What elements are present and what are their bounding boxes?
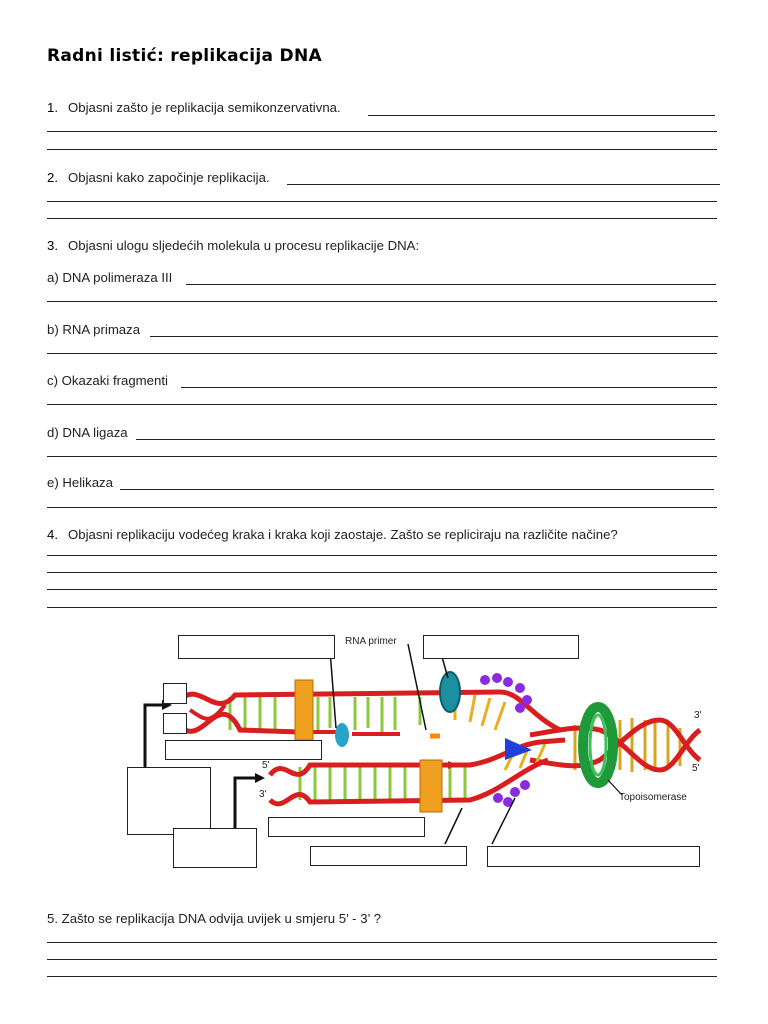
answer-line[interactable] bbox=[47, 959, 717, 960]
answer-line[interactable] bbox=[47, 607, 717, 608]
question-3b: b) RNA primaza bbox=[47, 322, 141, 337]
answer-box[interactable] bbox=[127, 767, 211, 835]
question-3d: d) DNA ligaza bbox=[47, 425, 128, 440]
answer-box[interactable] bbox=[423, 635, 579, 659]
question-3c: c) Okazaki fragmenti bbox=[47, 373, 168, 388]
question-3a: a) DNA polimeraza III bbox=[47, 270, 173, 285]
answer-line[interactable] bbox=[47, 353, 717, 354]
answer-line[interactable] bbox=[120, 489, 714, 490]
topoisomerase bbox=[583, 707, 613, 783]
question-4: 4. Objasni replikaciju vodećeg kraka i kraka koji zaostaje. Zašto se repliciraju na različite načine? bbox=[47, 527, 618, 542]
question-5: 5. Zašto se replikacija DNA odvija uvijek u smjeru 5’ - 3’ ? bbox=[47, 911, 381, 926]
end-label-3-prime-left: 3' bbox=[259, 789, 267, 800]
dna-polymerase-block bbox=[420, 760, 442, 812]
answer-box[interactable] bbox=[487, 846, 700, 867]
question-2: 2. Objasni kako započinje replikacija. bbox=[47, 170, 270, 185]
answer-line[interactable] bbox=[47, 149, 717, 150]
answer-line[interactable] bbox=[47, 555, 717, 556]
page-title: Radni listić: replikacija DNA bbox=[47, 46, 322, 66]
answer-box[interactable] bbox=[163, 683, 187, 704]
ligase bbox=[335, 723, 349, 747]
answer-line[interactable] bbox=[47, 456, 717, 457]
question-3: 3. Objasni ulogu sljedećih molekula u procesu replikacije DNA: bbox=[47, 238, 420, 253]
question-3e: e) Helikaza bbox=[47, 475, 113, 490]
answer-line[interactable] bbox=[47, 589, 717, 590]
answer-line[interactable] bbox=[287, 184, 720, 185]
answer-line[interactable] bbox=[47, 301, 717, 302]
answer-line[interactable] bbox=[47, 976, 717, 977]
answer-line[interactable] bbox=[47, 507, 717, 508]
topoisomerase-label: Topoisomerase bbox=[619, 792, 687, 803]
leading-strand-duplex bbox=[180, 688, 560, 736]
end-label-5-prime: 5' bbox=[692, 763, 700, 774]
dna-polymerase-block bbox=[295, 680, 313, 740]
answer-box[interactable] bbox=[310, 846, 467, 866]
answer-line[interactable] bbox=[47, 942, 717, 943]
answer-box[interactable] bbox=[163, 713, 187, 734]
answer-line[interactable] bbox=[136, 439, 715, 440]
end-label-5-prime-left: 5' bbox=[262, 760, 270, 771]
answer-line[interactable] bbox=[47, 201, 717, 202]
answer-line[interactable] bbox=[47, 572, 717, 573]
answer-line[interactable] bbox=[368, 115, 715, 116]
answer-line[interactable] bbox=[150, 336, 718, 337]
answer-box[interactable] bbox=[173, 828, 257, 868]
end-label-3-prime: 3' bbox=[694, 710, 702, 721]
answer-line[interactable] bbox=[47, 404, 717, 405]
answer-line[interactable] bbox=[186, 284, 716, 285]
rna-primer-label: RNA primer bbox=[345, 636, 397, 647]
answer-line[interactable] bbox=[181, 387, 717, 388]
primase bbox=[440, 672, 460, 712]
answer-line[interactable] bbox=[47, 131, 717, 132]
answer-box[interactable] bbox=[165, 740, 322, 760]
answer-box[interactable] bbox=[268, 817, 425, 837]
question-1: 1. Objasni zašto je replikacija semikonzervativna. bbox=[47, 100, 341, 115]
answer-box[interactable] bbox=[178, 635, 335, 659]
answer-line[interactable] bbox=[47, 218, 717, 219]
helicase bbox=[505, 738, 532, 760]
